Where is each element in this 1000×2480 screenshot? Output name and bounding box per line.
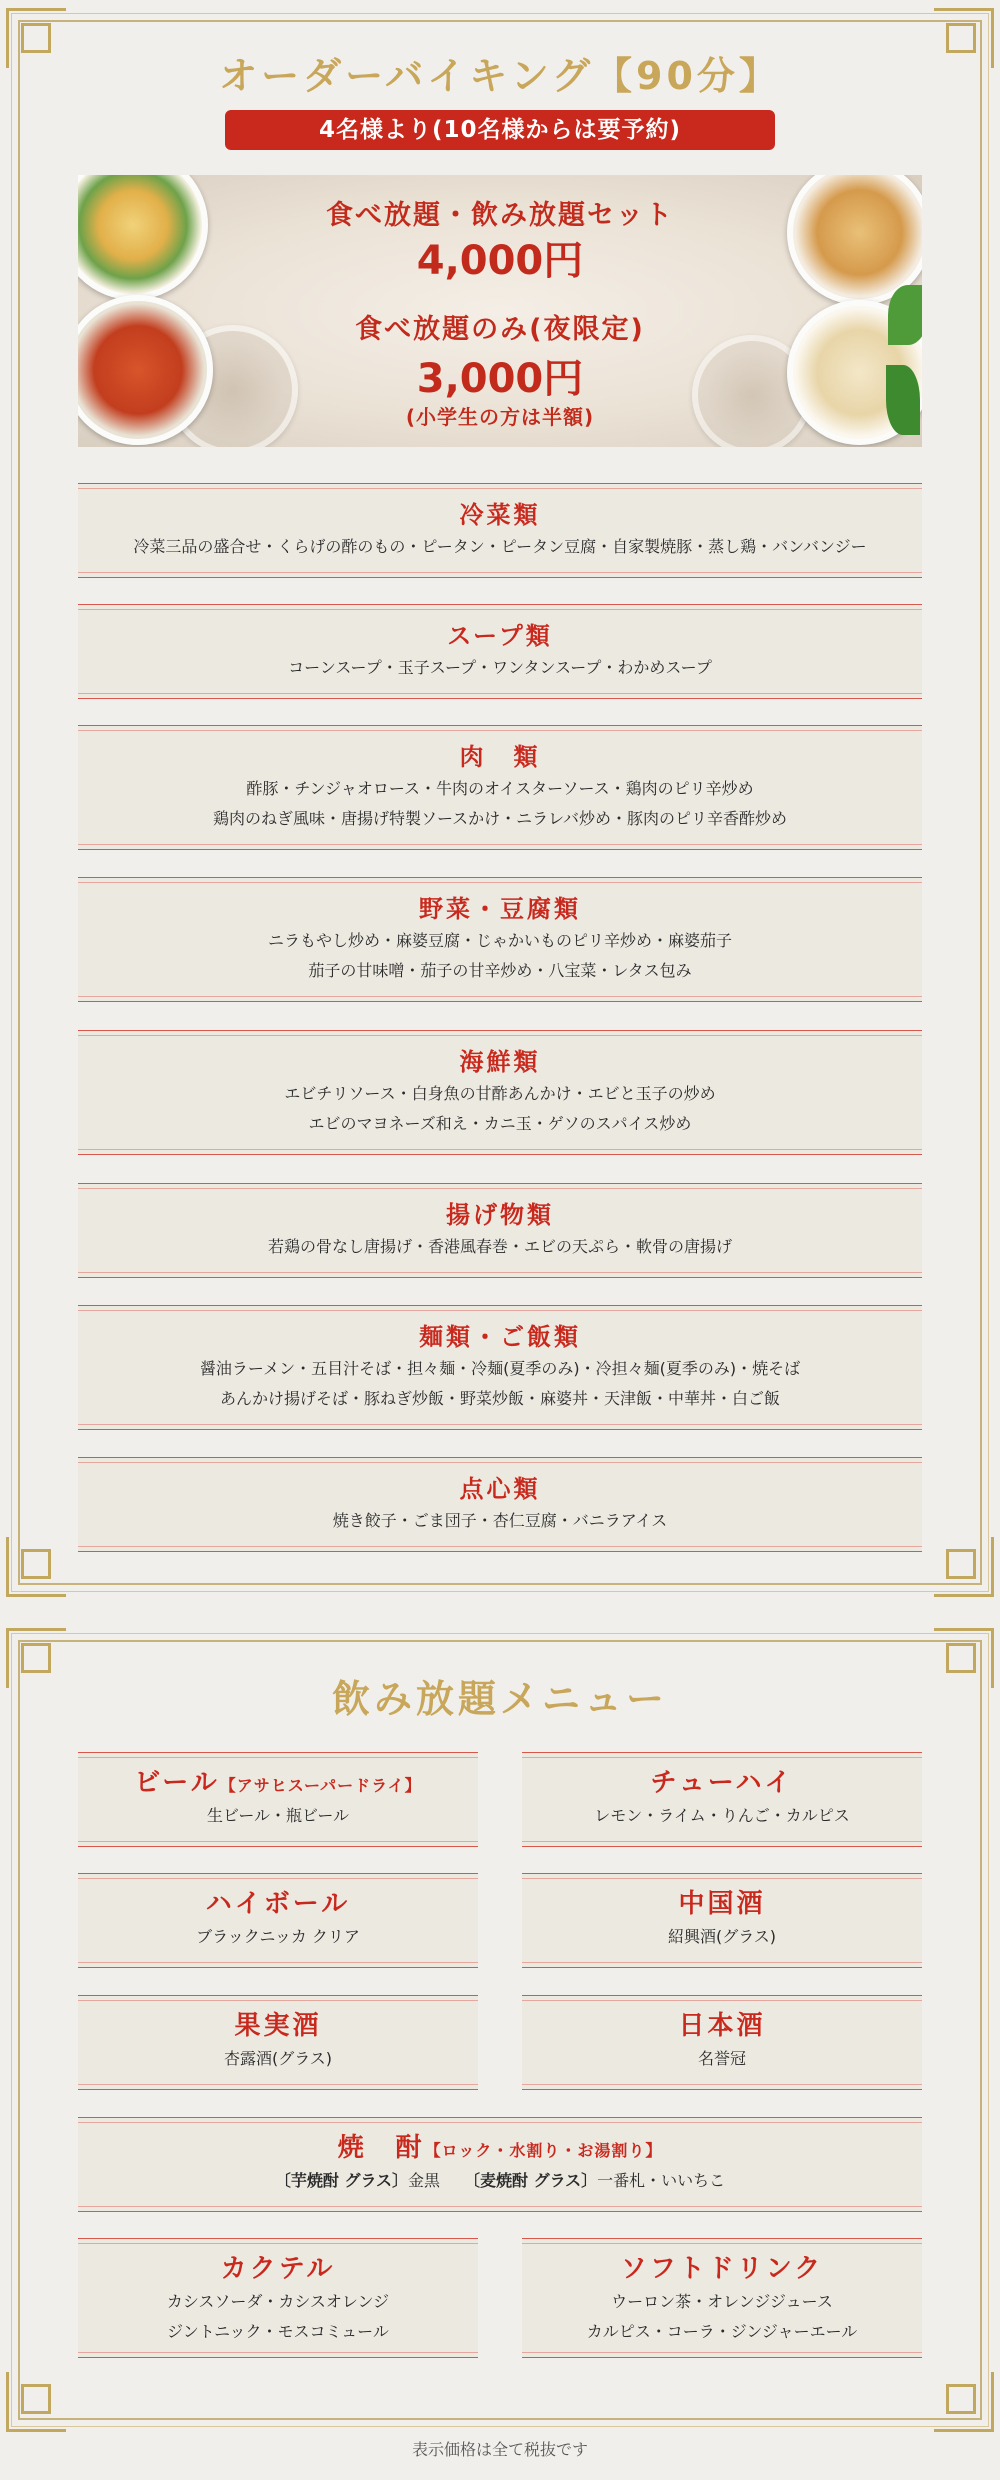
drink-items: 紹興酒(グラス) — [667, 1927, 776, 1946]
section-cold-dishes — [78, 483, 922, 578]
section-items: 酢豚・チンジャオロース・牛肉のオイスターソース・鶏肉のピリ辛炒め — [246, 779, 754, 798]
page-title: オーダーバイキング【90分】 — [219, 54, 781, 98]
section-items: 焼き餃子・ごま団子・杏仁豆腐・バニラアイス — [332, 1511, 668, 1530]
tax-note: 表示価格は全て税抜です — [411, 2440, 588, 2459]
drink-chinese-liquor — [522, 1873, 922, 1968]
section-vegetables-tofu — [78, 877, 922, 1002]
drink-items: レモン・ライム・りんご・カルピス — [594, 1806, 850, 1825]
section-items: コーンスープ・玉子スープ・ワンタンスープ・わかめスープ — [288, 658, 712, 677]
drink-items: ブラックニッカ クリア — [196, 1927, 360, 1946]
section-dim-sum — [78, 1457, 922, 1552]
drink-fruit-liquor — [78, 1995, 478, 2090]
section-items: 醤油ラーメン・五目汁そば・担々麺・冷麺(夏季のみ)・冷担々麺(夏季のみ)・焼そば — [199, 1359, 801, 1378]
section-items: エビのマヨネーズ和え・カニ玉・ゲソのスパイス炒め — [308, 1114, 692, 1133]
drink-items: 杏露酒(グラス) — [223, 2049, 332, 2068]
corner-ornament — [934, 1537, 994, 1597]
corner-ornament — [6, 1537, 66, 1597]
drink-cocktail — [78, 2238, 478, 2358]
drink-soft — [522, 2238, 922, 2358]
drink-title: チューハイ — [650, 1768, 794, 1798]
drink-title: 焼 酎 — [337, 2133, 425, 2163]
food-plan-label: 食べ放題のみ(夜限定) — [355, 314, 645, 345]
drink-title: ビール — [134, 1768, 220, 1798]
price-hero — [78, 175, 922, 447]
section-items: 若鶏の骨なし唐揚げ・香港風春巻・エビの天ぷら・軟骨の唐揚げ — [267, 1237, 732, 1256]
drink-title: ソフトドリンク — [620, 2254, 824, 2284]
section-noodles-rice — [78, 1305, 922, 1430]
drink-items: 名誉冠 — [697, 2049, 746, 2068]
section-items: 茄子の甘味噌・茄子の甘辛炒め・八宝菜・レタス包み — [308, 961, 692, 980]
section-items: ニラもやし炒め・麻婆豆腐・じゃかいものピリ辛炒め・麻婆茄子 — [267, 931, 732, 950]
section-items: 鶏肉のねぎ風味・唐揚げ特製ソースかけ・ニラレバ炒め・豚肉のピリ辛香酢炒め — [212, 809, 788, 828]
drinks-title: 飲み放題メニュー — [331, 1677, 668, 1721]
section-title: 野菜・豆腐類 — [419, 895, 581, 923]
group-size-badge: 4名様より(10名様からは要予約) — [225, 110, 775, 150]
section-title: 肉 類 — [459, 743, 541, 771]
drink-title: カクテル — [220, 2254, 336, 2284]
section-fried — [78, 1183, 922, 1278]
shochu-mugi-label: 〔麦焼酎 グラス〕 — [472, 2171, 598, 2190]
drink-sake — [522, 1995, 922, 2090]
set-plan-price: 4,000円 — [416, 238, 584, 284]
corner-ornament — [934, 2372, 994, 2432]
drink-subtitle: 【アサヒスーパードライ】 — [219, 1776, 422, 1795]
drink-title: 果実酒 — [234, 2011, 322, 2041]
section-meat — [78, 725, 922, 850]
section-title: スープ類 — [447, 622, 553, 650]
drink-items: ジントニック・モスコミュール — [167, 2322, 389, 2341]
drink-chuhai — [522, 1752, 922, 1847]
section-seafood — [78, 1030, 922, 1155]
set-plan-label: 食べ放題・飲み放題セット — [326, 200, 674, 231]
section-title: 揚げ物類 — [446, 1201, 554, 1229]
shochu-imo-value: 金黒 — [407, 2171, 440, 2190]
shochu-imo-label: 〔芋焼酎 グラス〕 — [274, 2171, 408, 2190]
corner-ornament — [6, 2372, 66, 2432]
drink-title: 中国酒 — [678, 1889, 766, 1919]
drink-shochu — [78, 2117, 922, 2212]
drink-items: カシスソーダ・カシスオレンジ — [166, 2292, 390, 2311]
section-soups — [78, 604, 922, 699]
drink-title: 日本酒 — [678, 2011, 766, 2041]
food-plan-price: 3,000円 — [416, 356, 584, 402]
section-items: エビチリソース・白身魚の甘酢あんかけ・エビと玉子の炒め — [284, 1084, 716, 1103]
child-discount-note: (小学生の方は半額) — [405, 405, 595, 429]
section-title: 海鮮類 — [459, 1048, 541, 1076]
drink-beer — [78, 1752, 478, 1847]
shochu-mugi-value: 一番札・いいちこ — [597, 2171, 726, 2190]
drink-items: 生ビール・瓶ビール — [206, 1806, 350, 1825]
drink-items: カルピス・コーラ・ジンジャーエール — [586, 2322, 858, 2341]
section-title: 冷菜類 — [459, 501, 541, 529]
section-items: あんかけ揚げそば・豚ねぎ炒飯・野菜炒飯・麻婆丼・天津飯・中華丼・白ご飯 — [219, 1389, 780, 1408]
section-title: 麺類・ご飯類 — [419, 1323, 581, 1351]
drink-title: ハイボール — [205, 1889, 351, 1919]
section-title: 点心類 — [459, 1475, 541, 1503]
section-items: 冷菜三品の盛合せ・くらげの酢のもの・ピータン・ピータン豆腐・自家製焼豚・蒸し鶏・バンバンジー — [133, 537, 867, 556]
drink-highball — [78, 1873, 478, 1968]
drink-subtitle: 【ロック・水割り・お湯割り】 — [424, 2141, 663, 2160]
drink-items: ウーロン茶・オレンジジュース — [611, 2292, 833, 2311]
